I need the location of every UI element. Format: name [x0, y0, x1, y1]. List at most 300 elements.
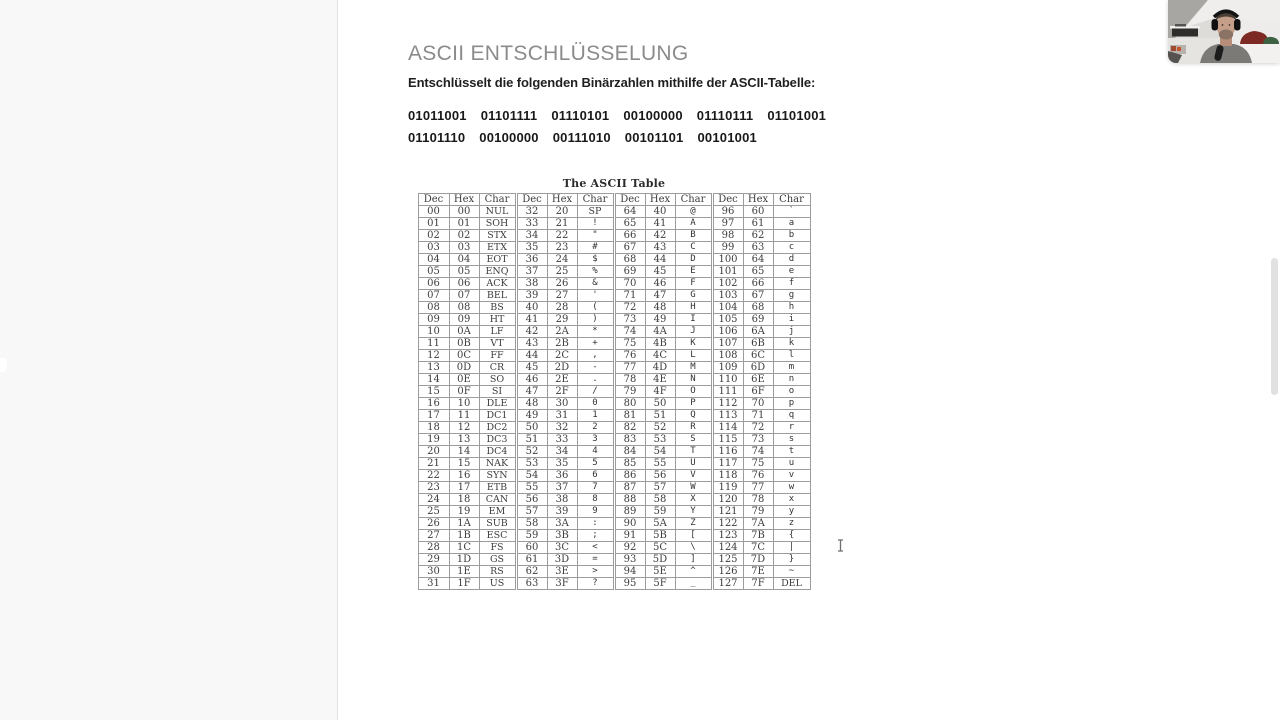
column-header: Hex	[743, 194, 773, 206]
ascii-table-row	[418, 254, 810, 266]
code-cell: 39	[547, 506, 577, 518]
char-cell: y	[773, 506, 810, 518]
char-cell: BEL	[479, 290, 516, 302]
code-cell: 59	[516, 530, 547, 542]
code-cell: 6A	[743, 326, 773, 338]
code-cell: 7D	[743, 554, 773, 566]
char-cell: !	[577, 218, 614, 230]
code-cell: 10	[449, 398, 479, 410]
char-cell: 2	[577, 422, 614, 434]
char-cell: s	[773, 434, 810, 446]
char-cell: 5	[577, 458, 614, 470]
code-cell: 81	[614, 410, 645, 422]
char-cell: GS	[479, 554, 516, 566]
char-cell: t	[773, 446, 810, 458]
workspace-background	[0, 0, 338, 720]
code-cell: 60	[516, 542, 547, 554]
code-cell: 6C	[743, 350, 773, 362]
code-cell: 2F	[547, 386, 577, 398]
char-cell: L	[675, 350, 712, 362]
code-cell: 10	[418, 326, 449, 338]
ascii-table-row	[418, 422, 810, 434]
char-cell: .	[577, 374, 614, 386]
code-cell: 7E	[743, 566, 773, 578]
code-cell: 108	[712, 350, 743, 362]
code-cell: 111	[712, 386, 743, 398]
ascii-table-row	[418, 470, 810, 482]
code-cell: 6F	[743, 386, 773, 398]
code-cell: 54	[645, 446, 675, 458]
code-cell: 78	[614, 374, 645, 386]
char-cell: #	[577, 242, 614, 254]
char-cell: b	[773, 230, 810, 242]
ascii-table-row	[418, 494, 810, 506]
char-cell: BS	[479, 302, 516, 314]
code-cell: 18	[418, 422, 449, 434]
ascii-table-row	[418, 578, 810, 590]
char-cell: >	[577, 566, 614, 578]
char-cell: ;	[577, 530, 614, 542]
code-cell: 4B	[645, 338, 675, 350]
ascii-table-row	[418, 482, 810, 494]
code-cell: 127	[712, 578, 743, 590]
char-cell: 6	[577, 470, 614, 482]
code-cell: 07	[418, 290, 449, 302]
code-cell: 107	[712, 338, 743, 350]
code-cell: 5B	[645, 530, 675, 542]
char-cell: x	[773, 494, 810, 506]
scrollbar-thumb[interactable]	[1271, 258, 1278, 395]
binary-number: 01101001	[767, 108, 827, 123]
char-cell: m	[773, 362, 810, 374]
ascii-table-row	[418, 446, 810, 458]
code-cell: 2A	[547, 326, 577, 338]
code-cell: 32	[516, 206, 547, 218]
char-cell: I	[675, 314, 712, 326]
code-cell: 14	[449, 446, 479, 458]
code-cell: 24	[418, 494, 449, 506]
ascii-table-row	[418, 374, 810, 386]
char-cell: ESC	[479, 530, 516, 542]
char-cell: `	[773, 206, 810, 218]
char-cell: q	[773, 410, 810, 422]
code-cell: 67	[743, 290, 773, 302]
code-cell: 65	[743, 266, 773, 278]
code-cell: 79	[614, 386, 645, 398]
char-cell: +	[577, 338, 614, 350]
char-cell: 8	[577, 494, 614, 506]
code-cell: 102	[712, 278, 743, 290]
char-cell: 9	[577, 506, 614, 518]
code-cell: 75	[743, 458, 773, 470]
code-cell: 62	[516, 566, 547, 578]
code-cell: 53	[516, 458, 547, 470]
document-heading: ASCII ENTSCHLÜSSELUNG	[408, 42, 689, 65]
code-cell: 33	[547, 434, 577, 446]
code-cell: 94	[614, 566, 645, 578]
code-cell: 5E	[645, 566, 675, 578]
char-cell: $	[577, 254, 614, 266]
char-cell: c	[773, 242, 810, 254]
binary-number: 00100000	[479, 130, 539, 145]
char-cell: {	[773, 530, 810, 542]
char-cell: =	[577, 554, 614, 566]
code-cell: 33	[516, 218, 547, 230]
code-cell: 117	[712, 458, 743, 470]
code-cell: 06	[449, 278, 479, 290]
code-cell: 31	[547, 410, 577, 422]
code-cell: 43	[645, 242, 675, 254]
ascii-table-row	[418, 302, 810, 314]
char-cell: e	[773, 266, 810, 278]
char-cell: DC2	[479, 422, 516, 434]
eye	[1222, 24, 1224, 26]
char-cell: _	[675, 578, 712, 590]
code-cell: 27	[418, 530, 449, 542]
code-cell: 24	[547, 254, 577, 266]
code-cell: 21	[418, 458, 449, 470]
webcam-overlay[interactable]	[1168, 0, 1280, 63]
ascii-table-row	[418, 266, 810, 278]
code-cell: 90	[614, 518, 645, 530]
code-cell: 38	[547, 494, 577, 506]
char-cell: J	[675, 326, 712, 338]
char-cell: SP	[577, 206, 614, 218]
code-cell: 23	[547, 242, 577, 254]
char-cell: (	[577, 302, 614, 314]
char-cell: %	[577, 266, 614, 278]
code-cell: 1C	[449, 542, 479, 554]
code-cell: 75	[614, 338, 645, 350]
code-cell: 104	[712, 302, 743, 314]
code-cell: 73	[743, 434, 773, 446]
char-cell: K	[675, 338, 712, 350]
code-cell: 31	[418, 578, 449, 590]
code-cell: 25	[418, 506, 449, 518]
char-cell: DC4	[479, 446, 516, 458]
code-cell: 121	[712, 506, 743, 518]
ascii-table-header-row	[418, 194, 810, 206]
code-cell: 66	[743, 278, 773, 290]
ascii-table-row	[418, 314, 810, 326]
ascii-table-row	[418, 542, 810, 554]
code-cell: 73	[614, 314, 645, 326]
code-cell: 98	[712, 230, 743, 242]
code-cell: 5A	[645, 518, 675, 530]
ascii-table-row	[418, 242, 810, 254]
char-cell: 0	[577, 398, 614, 410]
binary-line-2	[408, 130, 757, 145]
webcam-video	[1168, 0, 1280, 63]
char-cell: DC1	[479, 410, 516, 422]
char-cell: a	[773, 218, 810, 230]
code-cell: 79	[743, 506, 773, 518]
code-cell: 17	[449, 482, 479, 494]
column-header: Dec	[516, 194, 547, 206]
code-cell: 00	[418, 206, 449, 218]
column-header: Dec	[418, 194, 449, 206]
code-cell: 126	[712, 566, 743, 578]
code-cell: 1B	[449, 530, 479, 542]
code-cell: 64	[743, 254, 773, 266]
char-cell: U	[675, 458, 712, 470]
code-cell: 46	[516, 374, 547, 386]
code-cell: 56	[516, 494, 547, 506]
code-cell: 5C	[645, 542, 675, 554]
column-header: Hex	[449, 194, 479, 206]
ascii-table-image[interactable]	[417, 177, 811, 590]
code-cell: 35	[547, 458, 577, 470]
char-cell: j	[773, 326, 810, 338]
char-cell: LF	[479, 326, 516, 338]
code-cell: 13	[418, 362, 449, 374]
char-cell: 3	[577, 434, 614, 446]
char-cell: NUL	[479, 206, 516, 218]
code-cell: 71	[614, 290, 645, 302]
ascii-table-row	[418, 386, 810, 398]
code-cell: 93	[614, 554, 645, 566]
char-cell: NAK	[479, 458, 516, 470]
code-cell: 96	[712, 206, 743, 218]
code-cell: 5F	[645, 578, 675, 590]
column-header: Char	[479, 194, 516, 206]
code-cell: 41	[645, 218, 675, 230]
code-cell: 7A	[743, 518, 773, 530]
code-cell: 4E	[645, 374, 675, 386]
char-cell: Y	[675, 506, 712, 518]
code-cell: 95	[614, 578, 645, 590]
code-cell: 4D	[645, 362, 675, 374]
code-cell: 6B	[743, 338, 773, 350]
code-cell: 68	[743, 302, 773, 314]
code-cell: 114	[712, 422, 743, 434]
char-cell: C	[675, 242, 712, 254]
code-cell: 50	[645, 398, 675, 410]
code-cell: 0D	[449, 362, 479, 374]
code-cell: 3E	[547, 566, 577, 578]
code-cell: 69	[743, 314, 773, 326]
code-cell: 03	[449, 242, 479, 254]
char-cell: DEL	[773, 578, 810, 590]
char-cell: VT	[479, 338, 516, 350]
code-cell: 97	[712, 218, 743, 230]
code-cell: 42	[516, 326, 547, 338]
code-cell: 18	[449, 494, 479, 506]
code-cell: 05	[449, 266, 479, 278]
char-cell: }	[773, 554, 810, 566]
code-cell: 34	[516, 230, 547, 242]
char-cell: X	[675, 494, 712, 506]
code-cell: 87	[614, 482, 645, 494]
code-cell: 25	[547, 266, 577, 278]
char-cell: &	[577, 278, 614, 290]
code-cell: 09	[449, 314, 479, 326]
binary-number: 01110101	[551, 108, 610, 123]
code-cell: 77	[614, 362, 645, 374]
code-cell: 14	[418, 374, 449, 386]
code-cell: 55	[516, 482, 547, 494]
document-page[interactable]	[339, 0, 1280, 720]
code-cell: 89	[614, 506, 645, 518]
code-cell: 115	[712, 434, 743, 446]
char-cell: ]	[675, 554, 712, 566]
code-cell: 06	[418, 278, 449, 290]
code-cell: 77	[743, 482, 773, 494]
code-cell: 55	[645, 458, 675, 470]
char-cell: R	[675, 422, 712, 434]
code-cell: 11	[418, 338, 449, 350]
code-cell: 36	[516, 254, 547, 266]
code-cell: 86	[614, 470, 645, 482]
code-cell: 40	[516, 302, 547, 314]
code-cell: 6D	[743, 362, 773, 374]
code-cell: 80	[614, 398, 645, 410]
code-cell: 7F	[743, 578, 773, 590]
code-cell: 66	[614, 230, 645, 242]
char-cell: F	[675, 278, 712, 290]
code-cell: 60	[743, 206, 773, 218]
char-cell: l	[773, 350, 810, 362]
char-cell: '	[577, 290, 614, 302]
code-cell: 109	[712, 362, 743, 374]
code-cell: 112	[712, 398, 743, 410]
code-cell: 12	[418, 350, 449, 362]
code-cell: 2E	[547, 374, 577, 386]
code-cell: 99	[712, 242, 743, 254]
code-cell: 0F	[449, 386, 479, 398]
code-cell: 6E	[743, 374, 773, 386]
code-cell: 2B	[547, 338, 577, 350]
code-cell: 1E	[449, 566, 479, 578]
char-cell: M	[675, 362, 712, 374]
code-cell: 26	[547, 278, 577, 290]
code-cell: 76	[743, 470, 773, 482]
code-cell: 110	[712, 374, 743, 386]
char-cell: v	[773, 470, 810, 482]
code-cell: 37	[516, 266, 547, 278]
column-header: Dec	[712, 194, 743, 206]
code-cell: 92	[614, 542, 645, 554]
char-cell: o	[773, 386, 810, 398]
code-cell: 08	[449, 302, 479, 314]
code-cell: 1D	[449, 554, 479, 566]
code-cell: 36	[547, 470, 577, 482]
code-cell: 70	[743, 398, 773, 410]
code-cell: 20	[418, 446, 449, 458]
char-cell: p	[773, 398, 810, 410]
ascii-table	[418, 193, 811, 590]
code-cell: 49	[516, 410, 547, 422]
char-cell: [	[675, 530, 712, 542]
binary-number: 00101001	[697, 130, 757, 145]
code-cell: 103	[712, 290, 743, 302]
ascii-table-row	[418, 218, 810, 230]
char-cell: E	[675, 266, 712, 278]
code-cell: 122	[712, 518, 743, 530]
char-cell: FF	[479, 350, 516, 362]
code-cell: 120	[712, 494, 743, 506]
code-cell: 56	[645, 470, 675, 482]
code-cell: 47	[645, 290, 675, 302]
code-cell: 58	[516, 518, 547, 530]
code-cell: 29	[418, 554, 449, 566]
char-cell: h	[773, 302, 810, 314]
code-cell: 04	[418, 254, 449, 266]
char-cell: \	[675, 542, 712, 554]
char-cell: O	[675, 386, 712, 398]
code-cell: 32	[547, 422, 577, 434]
code-cell: 123	[712, 530, 743, 542]
char-cell: g	[773, 290, 810, 302]
char-cell: ,	[577, 350, 614, 362]
ascii-table-row	[418, 410, 810, 422]
ascii-table-row	[418, 350, 810, 362]
code-cell: 16	[449, 470, 479, 482]
char-cell: W	[675, 482, 712, 494]
code-cell: 2D	[547, 362, 577, 374]
binary-number: 00111010	[552, 130, 611, 145]
code-cell: 11	[449, 410, 479, 422]
code-cell: 57	[516, 506, 547, 518]
code-cell: 2C	[547, 350, 577, 362]
code-cell: 50	[516, 422, 547, 434]
ascii-table-row	[418, 206, 810, 218]
code-cell: 30	[418, 566, 449, 578]
char-cell: 7	[577, 482, 614, 494]
char-cell: Q	[675, 410, 712, 422]
code-cell: 38	[516, 278, 547, 290]
code-cell: 61	[743, 218, 773, 230]
code-cell: 16	[418, 398, 449, 410]
ascii-table-title: The ASCII Table	[562, 177, 666, 190]
code-cell: 15	[418, 386, 449, 398]
code-cell: 29	[547, 314, 577, 326]
code-cell: 20	[547, 206, 577, 218]
ascii-table-row	[418, 506, 810, 518]
code-cell: 64	[614, 206, 645, 218]
code-cell: 44	[645, 254, 675, 266]
code-cell: 23	[418, 482, 449, 494]
char-cell: CR	[479, 362, 516, 374]
binary-number: 01011001	[408, 108, 467, 123]
code-cell: 0C	[449, 350, 479, 362]
headphone-cup	[1234, 19, 1241, 31]
ascii-table-row	[418, 278, 810, 290]
code-cell: 47	[516, 386, 547, 398]
code-cell: 7C	[743, 542, 773, 554]
char-cell: -	[577, 362, 614, 374]
char-cell: FS	[479, 542, 516, 554]
char-cell: DC3	[479, 434, 516, 446]
code-cell: 28	[547, 302, 577, 314]
binary-number: 00101101	[624, 130, 684, 145]
code-cell: 48	[516, 398, 547, 410]
code-cell: 85	[614, 458, 645, 470]
code-cell: 3C	[547, 542, 577, 554]
char-cell: V	[675, 470, 712, 482]
code-cell: 51	[645, 410, 675, 422]
binary-number: 01101111	[480, 108, 538, 123]
char-cell: k	[773, 338, 810, 350]
char-cell: *	[577, 326, 614, 338]
code-cell: 1A	[449, 518, 479, 530]
char-cell: P	[675, 398, 712, 410]
code-cell: 113	[712, 410, 743, 422]
code-cell: 27	[547, 290, 577, 302]
code-cell: 62	[743, 230, 773, 242]
code-cell: 12	[449, 422, 479, 434]
char-cell: "	[577, 230, 614, 242]
